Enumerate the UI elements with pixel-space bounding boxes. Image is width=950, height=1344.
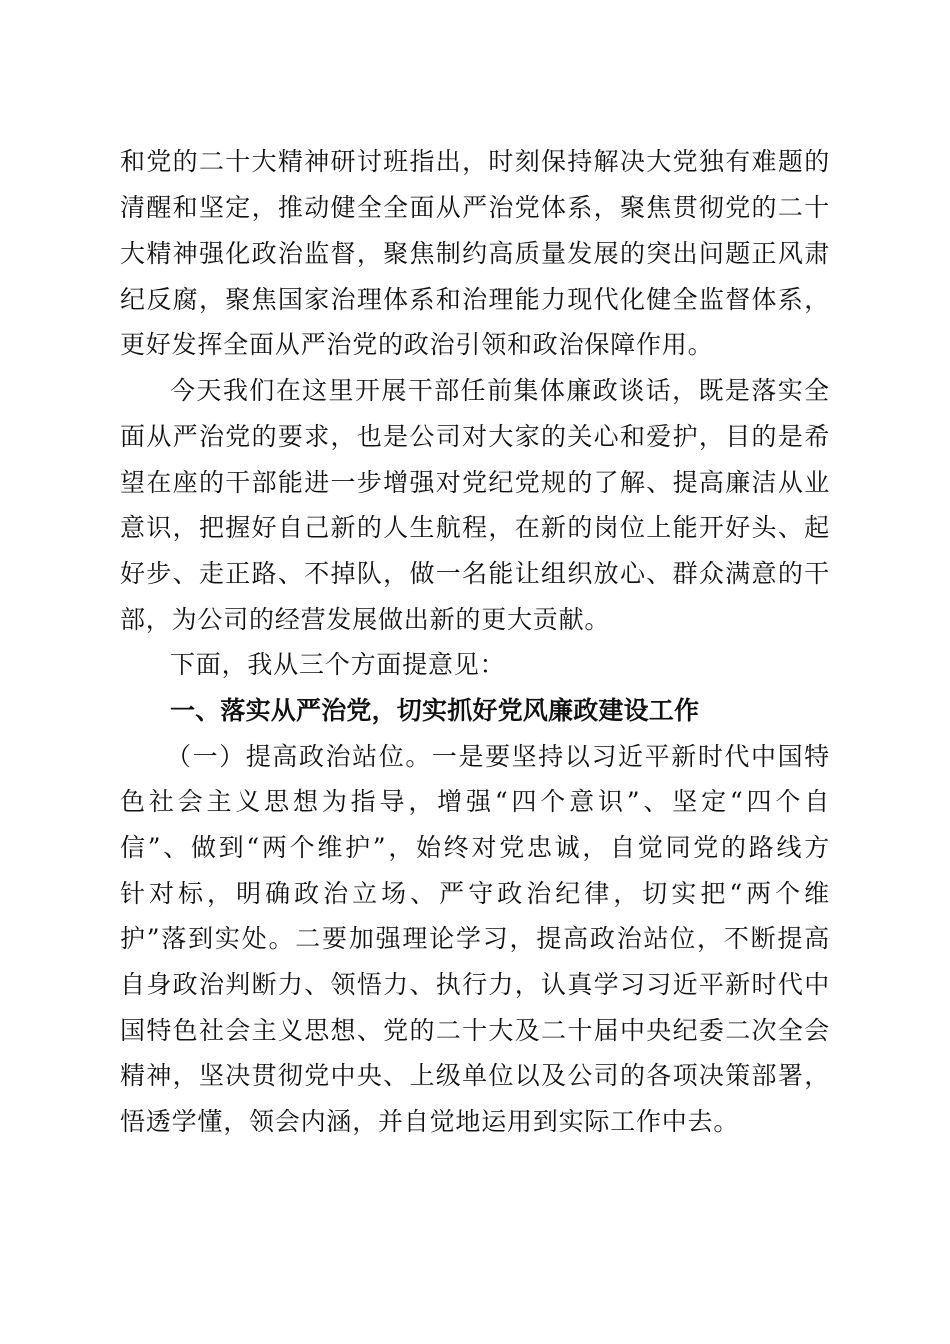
paragraph-4-line-1: （一）提高政治站位。一是要坚持以习近平新时代中国特	[166, 742, 830, 771]
paragraph-2-line-2: 面从严治党的要求，也是公司对大家的关心和爱护，目的是希	[120, 422, 830, 451]
paragraph-1-line-1: 和党的二十大精神研讨班指出，时刻保持解决大党独有难题的	[120, 147, 830, 176]
paragraph-3-line-1: 下面，我从三个方面提意见：	[170, 650, 506, 679]
paragraph-4-line-6: 自身政治判断力、领悟力、执行力，认真学习习近平新时代中	[120, 970, 830, 999]
paragraph-4-line-9: 悟透学懂，领会内涵，并自觉地运用到实际工作中去。	[120, 1107, 740, 1136]
paragraph-2-line-5: 好步、走正路、不掉队，做一名能让组织放心、群众满意的干	[120, 559, 830, 588]
paragraph-1-line-5: 更好发挥全面从严治党的政治引领和政治保障作用。	[120, 330, 714, 359]
paragraph-2-line-3: 望在座的干部能进一步增强对党纪党规的了解、提高廉洁从业	[120, 468, 830, 497]
paragraph-4-line-2: 色社会主义思想为指导，增强“四个意识”、坚定“四个自	[120, 787, 830, 816]
paragraph-2-line-1: 今天我们在这里开展干部任前集体廉政谈话，既是落实全	[170, 376, 830, 405]
paragraph-4-line-5: 护”落到实处。二要加强理论学习，提高政治站位，不断提高	[120, 924, 830, 953]
paragraph-4-line-3: 信”、做到“两个维护”，始终对党忠诚，自觉同党的路线方	[120, 833, 830, 862]
section-heading-1: 一、落实从严治党，切实抓好党风廉政建设工作	[170, 696, 700, 725]
paragraph-4-line-7: 国特色社会主义思想、党的二十大及二十届中央纪委二次全会	[120, 1016, 830, 1045]
paragraph-4-line-4: 针对标，明确政治立场、严守政治纪律，切实把“两个维	[120, 879, 830, 908]
paragraph-1-line-4: 纪反腐，聚焦国家治理体系和治理能力现代化健全监督体系，	[120, 285, 830, 314]
paragraph-2-line-4: 意识，把握好自己新的人生航程，在新的岗位上能开好头、起	[120, 513, 830, 542]
paragraph-2-line-6: 部，为公司的经营发展做出新的更大贡献。	[120, 605, 611, 634]
paragraph-4-line-8: 精神，坚决贯彻党中央、上级单位以及公司的各项决策部署，	[120, 1061, 830, 1090]
paragraph-1-line-2: 清醒和坚定，推动健全全面从严治党体系，聚焦贯彻党的二十	[120, 193, 830, 222]
paragraph-1-line-3: 大精神强化政治监督，聚焦制约高质量发展的突出问题正风肃	[120, 239, 830, 268]
